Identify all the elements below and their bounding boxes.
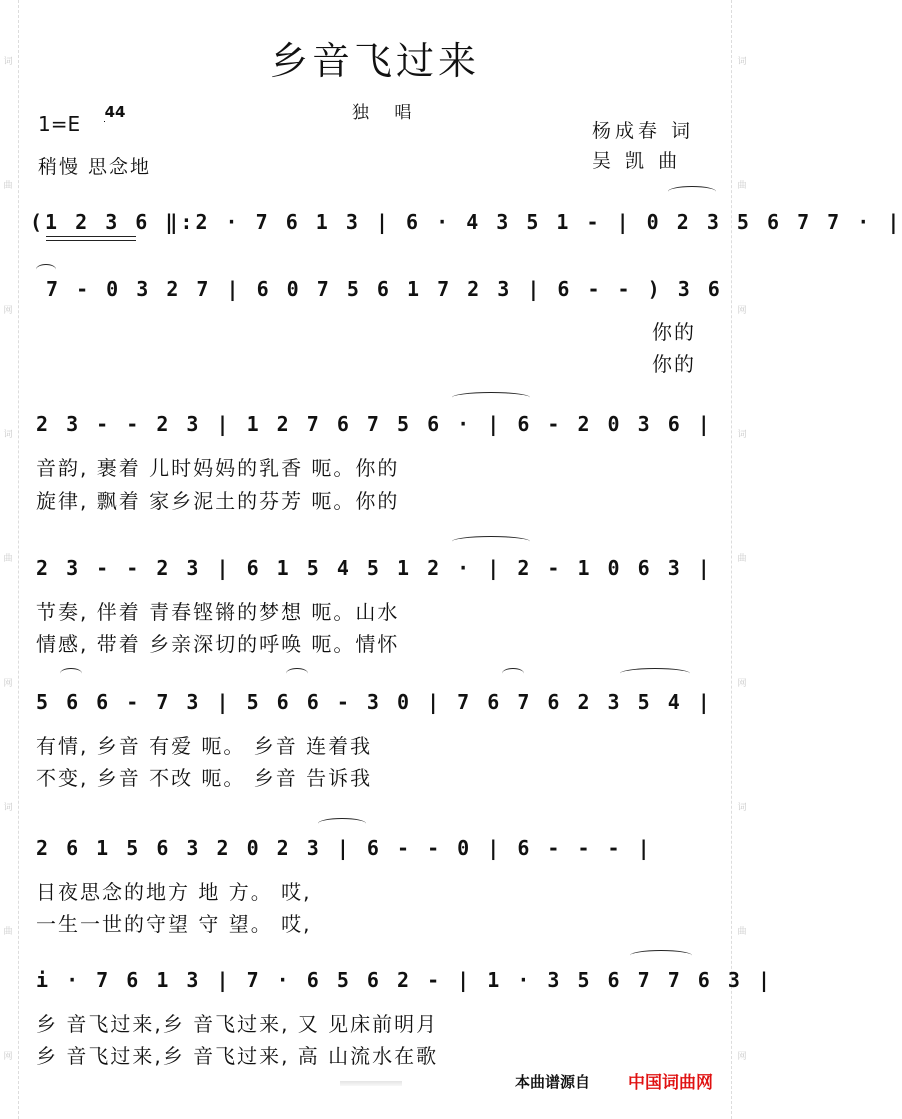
lyricist-credit: 杨成春 词 bbox=[592, 120, 695, 142]
source-label: 本曲谱源自 bbox=[515, 1073, 591, 1091]
key-signature: 1=E bbox=[38, 112, 81, 136]
song-subtitle: 独 唱 bbox=[352, 103, 422, 123]
lyric-line-7-verse-2: 乡 音飞过来,乡 音飞过来, 高 山流水在歌 bbox=[36, 1044, 439, 1068]
score-line-4: 2 3 - - 2 3 | 6 1 5 4 5 1 2 · | 2 - 1 0 6 3 | bbox=[36, 556, 713, 580]
lyric-line-2-verse-2: 你的 bbox=[652, 352, 696, 376]
score-line-5: 5 6 6 - 7 3 | 5 6 6 - 3 0 | 7 6 7 6 2 3 5 4 | bbox=[36, 690, 713, 714]
score-line-1: (1 2 3 6 ‖:2 · 7 6 1 3 | 6 · 4 3 5 1 - | 0 2 3 5 6 7 7 · | bbox=[30, 210, 902, 234]
lyric-line-5-verse-1: 有情, 乡音 有爱 呃。 乡音 连着我 bbox=[36, 734, 373, 758]
lyric-line-7-verse-1: 乡 音飞过来,乡 音飞过来, 又 见床前明月 bbox=[36, 1012, 439, 1036]
lyric-line-5-verse-2: 不变, 乡音 不改 呃。 乡音 告诉我 bbox=[36, 766, 373, 790]
tempo-marking: 稍慢 思念地 bbox=[38, 156, 152, 178]
lyric-line-6-verse-1: 日夜思念的地方 地 方。 哎, bbox=[36, 880, 312, 904]
lyric-line-3-verse-1: 音韵, 裹着 儿时妈妈的乳香 呃。你的 bbox=[36, 456, 400, 480]
lyric-line-6-verse-2: 一生一世的守望 守 望。 哎, bbox=[36, 912, 312, 936]
score-line-6: 2 6 1 5 6 3 2 0 2 3 | 6 - - 0 | 6 - - - | bbox=[36, 836, 653, 860]
composer-credit: 吴 凯 曲 bbox=[592, 150, 682, 172]
page-shadow bbox=[340, 1081, 402, 1086]
site-link[interactable]: 中国词曲网 bbox=[628, 1073, 713, 1093]
lyric-line-4-verse-2: 情感, 带着 乡亲深切的呼唤 呃。情怀 bbox=[36, 632, 400, 656]
watermark-right: 词 曲 网 词 曲 网 词 曲 网 bbox=[737, 57, 747, 1062]
lyric-line-4-verse-1: 节奏, 伴着 青春铿锵的梦想 呃。山水 bbox=[36, 600, 400, 624]
score-line-7: i · 7 6 1 3 | 7 · 6 5 6 2 - | 1 · 3 5 6 7 7 6 3 | bbox=[36, 968, 774, 992]
score-line-2: 7 - 0 3 2 7 | 6 0 7 5 6 1 7 2 3 | 6 - - ) 3 6 bbox=[46, 277, 723, 301]
lyric-line-2-verse-1: 你的 bbox=[652, 320, 696, 344]
song-title: 乡音飞过来 bbox=[269, 39, 480, 83]
lyric-line-3-verse-2: 旋律, 飘着 家乡泥土的芬芳 呃。你的 bbox=[36, 489, 400, 513]
time-signature: 4 4 bbox=[104, 103, 126, 121]
score-line-3: 2 3 - - 2 3 | 1 2 7 6 7 5 6 · | 6 - 2 0 3 6 | bbox=[36, 412, 713, 436]
watermark-left: 词 曲 网 词 曲 网 词 曲 网 bbox=[3, 57, 13, 1062]
